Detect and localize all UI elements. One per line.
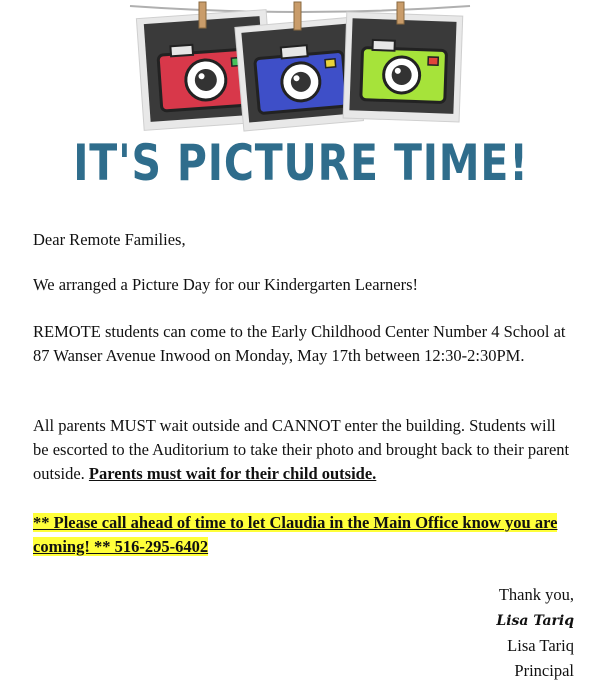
paragraph-call-ahead xyxy=(33,511,573,559)
signer-name: Lisa Tariq xyxy=(507,636,574,655)
clothespin xyxy=(397,2,404,24)
call-ahead-highlight: ** Please call ahead of time to let Claudia in the Main Office know you are coming! ** 516-295-6402 xyxy=(33,513,558,556)
letter-greeting: Dear Remote Families, xyxy=(33,230,186,249)
parent-rules-emphasis: Parents must wait for their child outside. xyxy=(88,464,377,483)
handwritten-signature: Lisa Tariq xyxy=(496,613,574,629)
clothespin xyxy=(294,2,301,30)
paragraph-parent-rules xyxy=(33,414,573,486)
paragraph-picture-day: We arranged a Picture Day for our Kindergarten Learners! xyxy=(33,275,419,294)
closing-thank-you: Thank you, xyxy=(498,585,574,604)
signer-role: Principal xyxy=(514,661,574,680)
paragraph-location-time: REMOTE students can come to the Early Childhood Center Number 4 School at 87 Wanser Avenue Inwood on Monday, May 17th between 12:30-2:30PM. xyxy=(33,322,566,365)
green-camera-photo xyxy=(343,2,463,122)
green-camera-icon xyxy=(361,40,447,103)
banner-title: IT'S PICTURE TIME! xyxy=(73,134,529,192)
parent-rules-text: All parents MUST wait outside and CANNOT enter the building. Students will be escorted to the Auditorium to take their photo and brought back to their parent outside. xyxy=(33,416,570,483)
clothespin xyxy=(199,2,206,28)
